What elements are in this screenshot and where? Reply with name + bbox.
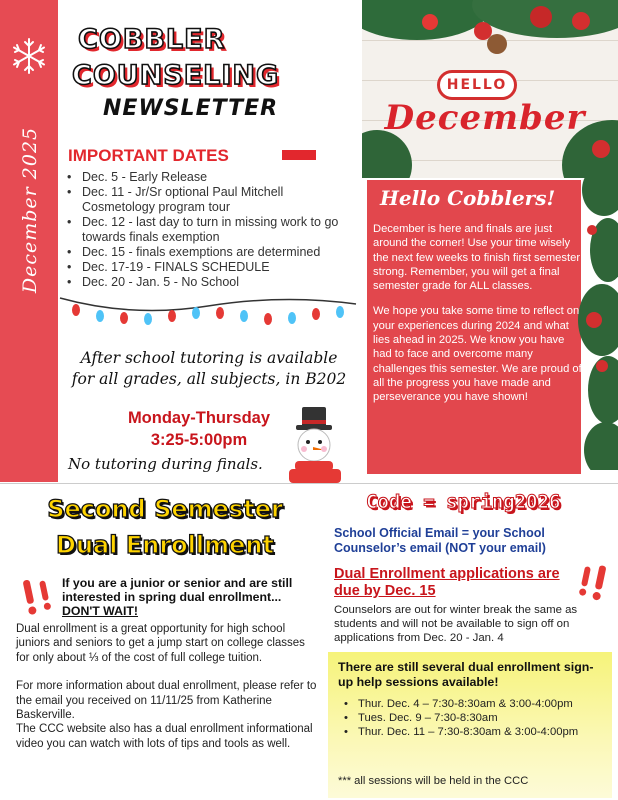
sessions-note: *** all sessions will be held in the CCC [338, 775, 529, 787]
sessions-heading: There are still several dual enrollment sign-up help sessions available! [338, 660, 594, 689]
dual-para1: Dual enrollment is a great opportunity for high school juniors and seniors to get a jump start on college classes for only about ⅓ of the cost of full college tuition. [16, 623, 305, 664]
dual-para2: For more information about dual enrollment, please refer to the email you received on 11/11/25 from Katherine Baskerville. [16, 680, 317, 722]
tutoring-days: Monday-Thursday [127, 409, 271, 427]
list-item: • Thur. Dec. 4 – 7:30-8:30am & 3:00-4:00pm [342, 697, 610, 711]
dual-warning-emph: DON'T WAIT! [62, 604, 139, 618]
apps-due-heading: Dual Enrollment applications are due by Dec. 15 [334, 566, 560, 599]
banner-month: December [384, 98, 586, 138]
list-item: • Dec. 20 - Jan. 5 - No School [64, 275, 354, 290]
section-divider [0, 483, 618, 484]
tutoring-info [62, 348, 356, 390]
important-dates-heading: IMPORTANT DATES [68, 146, 229, 165]
string-lights-icon [58, 292, 358, 332]
tutoring-time: 3:25-5:00pm [150, 431, 248, 449]
masthead-line1: COBBLER [78, 24, 226, 55]
snowflake-icon [9, 36, 49, 76]
greeting-body [373, 222, 583, 405]
greeting-heading: Hello Cobblers! [380, 186, 556, 210]
code-heading: Code = spring2026 [366, 491, 561, 513]
exclamation-icon [572, 560, 614, 604]
greeting-para1: December is here and finals are just around the corner! Use your time wisely the next few weeks to finish first semester strong. Remember, you will get a final semester grade for ALL classes. [373, 223, 581, 293]
list-item: • Dec. 12 - last day to turn in missing work to go towards finals exemption [64, 215, 354, 245]
dual-title-line2: Dual Enrollment [56, 531, 274, 559]
dual-body [16, 622, 318, 751]
list-item: • Dec. 11 - Jr/Sr optional Paul Mitchell Cosmetology program tour [64, 185, 354, 215]
list-item: • Tues. Dec. 9 – 7:30-8:30am [342, 711, 610, 725]
banner-hello: HELLO [437, 70, 517, 100]
tutoring-schedule [110, 407, 288, 451]
tutoring-note: No tutoring during finals. [68, 455, 263, 473]
dual-para3: The CCC website also has a dual enrollment informational video you can watch with lots of tips and tools as well. [16, 723, 313, 750]
list-item: • Dec. 15 - finals exemptions are determined [64, 245, 354, 260]
important-dates-list [64, 170, 354, 290]
masthead-line2: COUNSELING [72, 60, 280, 91]
dual-title-line1: Second Semester [47, 495, 283, 523]
tutoring-line2: for all grades, all subjects, in B202 [71, 370, 347, 388]
snowman-icon [285, 403, 345, 483]
sessions-list [342, 697, 610, 740]
masthead-line3: NEWSLETTER [103, 96, 279, 121]
list-item: • Dec. 5 - Early Release [64, 170, 354, 185]
dual-warning [62, 576, 312, 618]
counselors-out-note: Counselors are out for winter break the same as students and will not be available to sign off on applications from Dec. 20 - Jan. 4 [334, 604, 578, 645]
tutoring-line1: After school tutoring is available [80, 349, 338, 367]
sidebar-month: December 2025 [19, 126, 41, 294]
email-note: School Official Email = your School Counselor’s email (NOT your email) [334, 526, 546, 555]
greeting-para2: We hope you take some time to reflect on your experiences during 2024 and what lies ahead in 2025. We know you have had to face and overcome many challenges this semester. We are proud of all the progress you have made and perseverance you have shown! [373, 305, 582, 404]
heading-bar [282, 150, 316, 160]
list-item: • Dec. 17-19 - FINALS SCHEDULE [64, 260, 354, 275]
list-item: • Thur. Dec. 11 – 7:30-8:30am & 3:00-4:00pm [342, 725, 610, 739]
dual-warning-lead: If you are a junior or senior and are still interested in spring dual enrollment... [62, 576, 293, 604]
exclamation-icon [16, 574, 60, 618]
